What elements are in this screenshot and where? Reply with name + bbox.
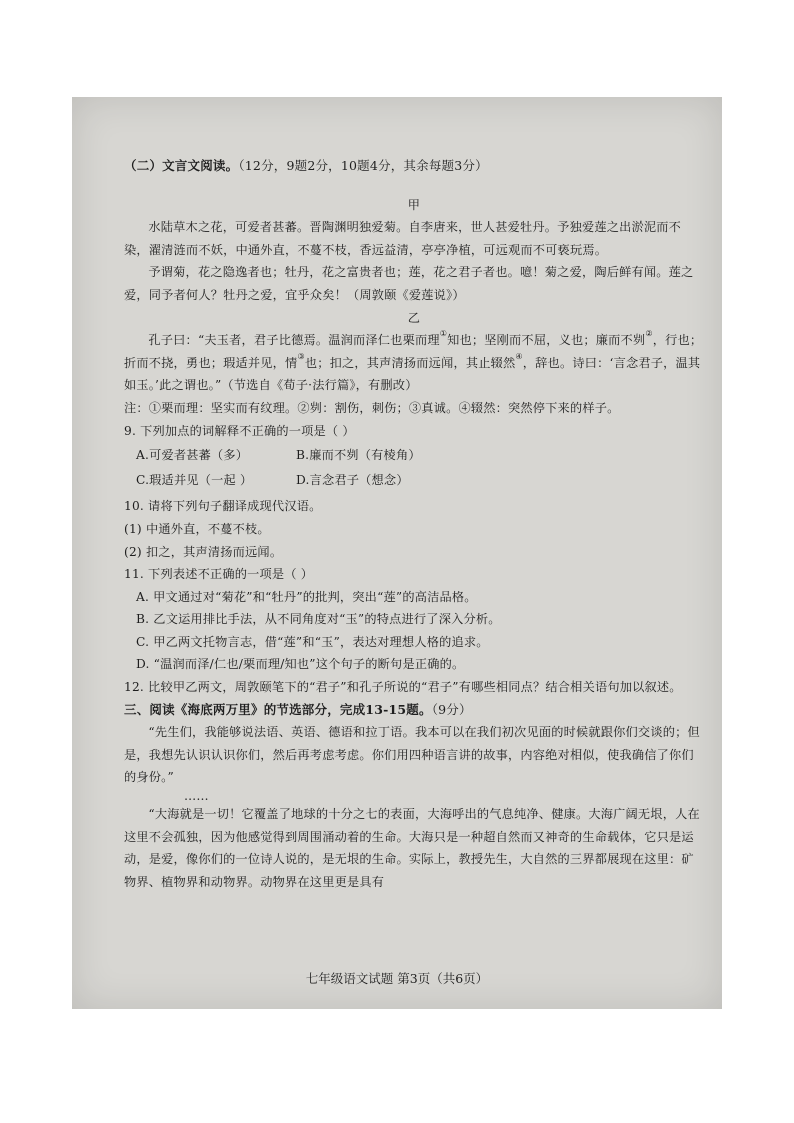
yi-text-5: ，辞也。诗曰：‘言念君子，温其如玉。’此之谓也。”（节选自《荀子·法行篇》，有删改） (124, 355, 701, 393)
yi-text-4: 也；扣之，其声清扬而远闻，其止辍然 (304, 355, 516, 370)
question-11-option-c: C. 甲乙两文托物言志，借“莲”和“玉”，表达对理想人格的追求。 (136, 634, 489, 649)
novel-paragraph-2: “大海就是一切！它覆盖了地球的十分之七的表面，大海呼出的气息纯净、健康。大海广阔无垠，人在这里不会孤独，因为他感觉得到周围涌动着的生命。大海只是一种超自然而又神奇的生命载体，它只是运动，是爱，像你们的一位诗人说的，是无垠的生命。实际上，教授先生，大自然的三界都展现在这里：矿物界、植物界和动物界。动物界在这里更是具有 (124, 807, 700, 889)
question-11-option-a: A. 甲文通过对“菊花”和“牡丹”的批判，突出“莲”的高洁品格。 (136, 589, 477, 604)
question-10-stem: 10. 请将下列句子翻译成现代汉语。 (124, 499, 322, 514)
passage-notes: 注：①栗而理：坚实而有纹理。②刿：割伤，刺伤；③真诚。④辍然：突然停下来的样子。 (124, 400, 620, 415)
question-9-option-a: A.可爱者甚蕃（多） (136, 448, 249, 463)
question-12-stem: 12. 比较甲乙两文，周敦颐笔下的“君子”和孔子所说的“君子”有哪些相同点？结合相关语句加以叙述。 (124, 680, 682, 695)
passage-jia-paragraph-1: 水陆草木之花，可爱者甚蕃。晋陶渊明独爱菊。自李唐来，世人甚爱牡丹。予独爱莲之出淤泥而不染，濯清涟而不妖，中通外直，不蔓不枝，香远益清，亭亭净植，可远观而不可亵玩焉。 (124, 220, 682, 257)
question-9-stem: 9. 下列加点的词解释不正确的一项是（ ） (124, 423, 355, 438)
question-11-option-b: B. 乙文运用排比手法，从不同角度对“玉”的特点进行了深入分析。 (136, 612, 501, 627)
page-content (124, 155, 704, 893)
page-footer: 七年级语文试题 第3页（共6页） (305, 971, 489, 986)
section-3-title: 三、阅读《海底两万里》的节选部分，完成13-15题。 (124, 701, 432, 717)
yi-text-2: 知也；坚刚而不屈，义也；廉而不刿 (447, 333, 646, 348)
section-2-title: （二）文言文阅读。 (124, 158, 239, 173)
section-3-score: （9分） (431, 701, 472, 717)
footnote-mark-1: ① (439, 329, 448, 339)
question-9-option-c: C.瑕适并见（一起 ） (136, 472, 253, 487)
question-9-options-row-1 (136, 444, 704, 467)
footnote-mark-2: ② (645, 329, 653, 339)
question-11-stem: 11. 下列表述不正确的一项是（ ） (124, 567, 314, 582)
yi-text-3: ，行也；折而不挠，勇也；瑕适并见，情 (124, 333, 703, 370)
novel-paragraph-1: “先生们，我能够说法语、英语、德语和拉丁语。我本可以在我们初次见面的时候就跟你们交谈的；但是，我想先认识认识你们，然后再考虑考虑。你们用四种语言讲的故事，内容绝对相似，使我确信了你们的身份。” (124, 725, 700, 785)
section-2-score: （12分，9题2分，10题4分，其余每题3分） (238, 158, 488, 173)
passage-yi-paragraph (124, 329, 704, 397)
exam-page (72, 97, 722, 1009)
question-9-options-row-2 (136, 469, 704, 492)
footnote-mark-4: ④ (515, 351, 523, 361)
passage-jia-paragraph-2: 予谓菊，花之隐逸者也；牡丹，花之富贵者也；莲，花之君子者也。噫！菊之爱，陶后鲜有闻。莲之爱，同予者何人？牡丹之爱，宜乎众矣！（周敦颐《爱莲说》） (124, 265, 694, 302)
passage-yi-label: 乙 (407, 310, 421, 325)
section-2-heading (124, 155, 704, 178)
question-9-option-b: B.廉而不刿（有棱角） (296, 448, 421, 463)
yi-text-1: 孔子曰：“夫玉者，君子比德焉。温润而泽仁也栗而理 (148, 333, 440, 348)
question-10-sentence-1: (1) 中通外直，不蔓不枝。 (124, 521, 270, 536)
passage-jia-label: 甲 (407, 197, 421, 212)
question-10-sentence-2: (2) 扣之，其声清扬而远闻。 (124, 544, 283, 559)
question-11-option-d: D. “温润而泽/仁也/栗而理/知也”这个句子的断句是正确的。 (136, 657, 465, 672)
question-9-option-d: D.言念君子（想念） (296, 472, 409, 487)
section-3-heading (124, 699, 704, 722)
ellipsis: …… (184, 789, 209, 804)
footnote-mark-3: ③ (297, 351, 305, 361)
